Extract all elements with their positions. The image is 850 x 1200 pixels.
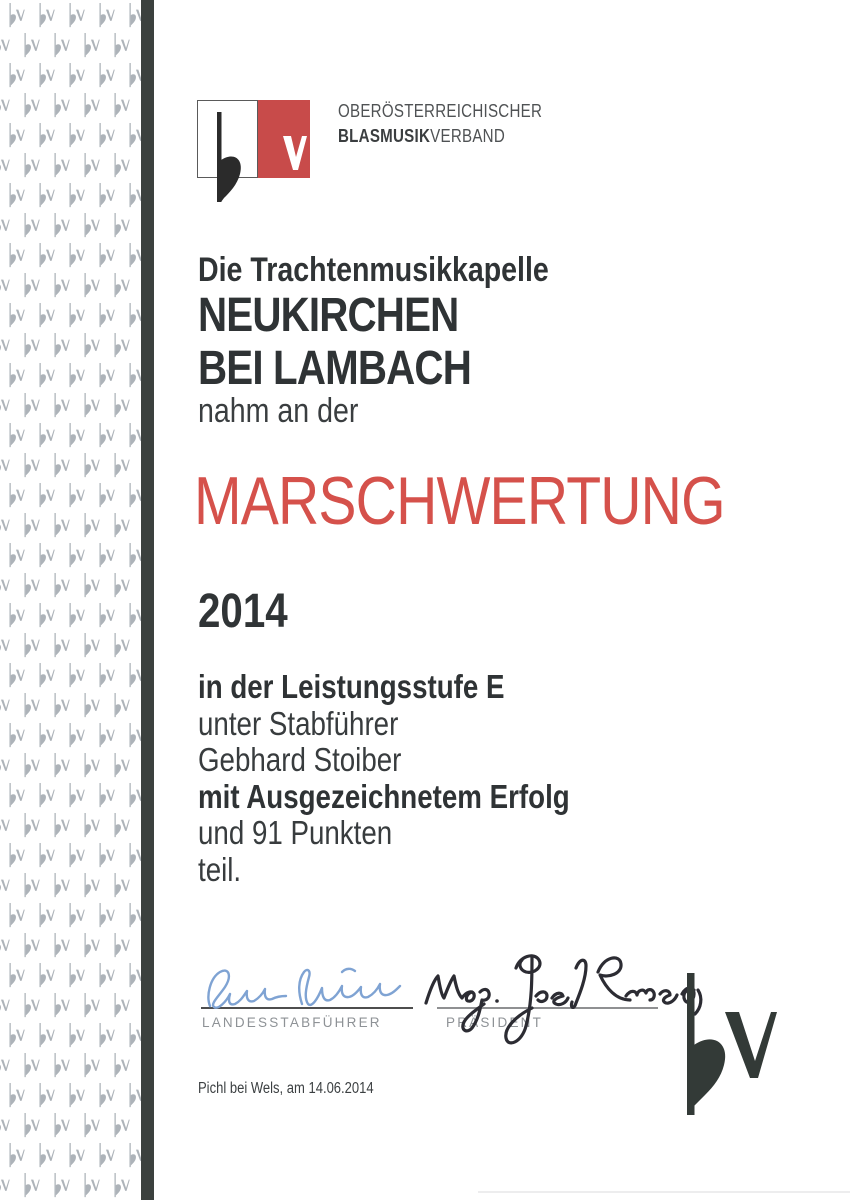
place-date: Pichl bei Wels, am 14.06.2014 [198, 1080, 374, 1097]
org-name-regular-part: VERBAND [430, 126, 506, 146]
event-year: 2014 [198, 585, 288, 638]
ensemble-name-line2: BEI LAMBACH [198, 342, 471, 395]
detail-line-conductor-role: unter Stabführer [198, 704, 399, 742]
scan-artifact-line [478, 1191, 850, 1193]
intro-line: Die Trachtenmusikkapelle [198, 251, 549, 289]
detail-line-conductor-name: Gebhard Stoiber [198, 741, 402, 779]
detail-line-result: mit Ausgezeichnetem Erfolg [198, 777, 570, 815]
lead-in-line: nahm an der [198, 392, 359, 430]
signature-left-handwriting [196, 960, 426, 1022]
participation-details [198, 669, 641, 889]
signature-role-left: LANDESSTABFÜHRER [202, 1015, 382, 1030]
signature-role-right: PRÄSIDENT [446, 1015, 544, 1030]
bv-logo [197, 98, 322, 218]
detail-line-level: in der Leistungsstufe E [198, 668, 505, 705]
org-name-bold-part: BLASMUSIK [338, 126, 431, 146]
vertical-divider-bar [141, 0, 154, 1200]
bv-watermark-pattern [0, 0, 141, 1200]
bv-logo-mark-footer [643, 973, 783, 1118]
org-name-line2 [338, 126, 505, 147]
detail-line-closing: teil. [198, 850, 242, 888]
ensemble-name-line1: NEUKIRCHEN [198, 289, 459, 342]
org-name-line1: OBERÖSTERREICHISCHER [338, 101, 543, 121]
detail-line-points: und 91 Punkten [198, 814, 393, 852]
event-title: MARSCHWERTUNG [194, 463, 725, 539]
